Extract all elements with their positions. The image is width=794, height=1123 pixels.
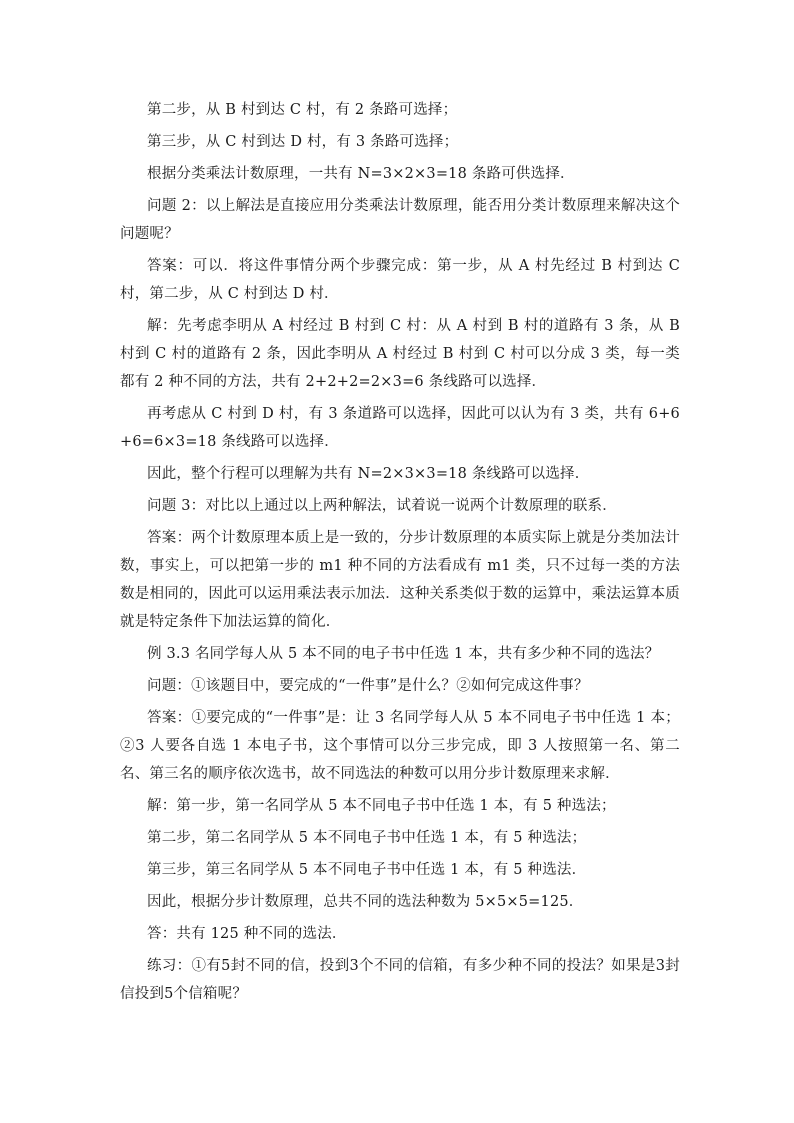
paragraph-example-conclusion: 答：共有 125 种不同的选法． (147, 926, 347, 942)
paragraph-step-three: 第三步，从 C 村到达 D 村，有 3 条路可选择； (147, 134, 459, 150)
paragraph-solution-c-to-d: 再考虑从 C 村到 D 村，有 3 条道路可以选择，因此可以认为有 3 类，共有 6+6+6=6×3=18 条线路可以选择． (120, 406, 680, 450)
paragraph-example-total: 因此，根据分步计数原理，总共不同的选法种数为 5×5×5=125． (147, 894, 584, 910)
paragraph-example-3: 例 3.3 名同学每人从 5 本不同的电子书中任选 1 本，共有多少种不同的选法？ (147, 646, 660, 662)
paragraph-example-question: 问题：①该题目中，要完成的“一件事”是什么？②如何完成这件事？ (147, 678, 589, 694)
paragraph-answer-2: 答案：可以．将这件事情分两个步骤完成：第一步，从 A 村先经过 B 村到达 C 村，第二步，从 C 村到达 D 村． (120, 258, 680, 302)
paragraph-question-3: 问题 3：对比以上通过以上两种解法，试着说一说两个计数原理的联系． (147, 498, 617, 514)
paragraph-question-2: 问题 2：以上解法是直接应用分类乘法计数原理，能否用分类计数原理来解决这个问题呢？ (120, 198, 680, 242)
paragraph-solution-a-to-c: 解：先考虑李明从 A 村经过 B 村到 C 村：从 A 村到 B 村的道路有 3 条，从 B 村到 C 村的道路有 2 条，因此李明从 A 村经过 B 村到 C 村可以分成 3 类，每一类都有 2 种不同的方法，共有 2+2+2=2×3=6 条线路可以选择． (120, 318, 680, 390)
document-page (120, 96, 680, 1012)
paragraph-solution-total: 因此，整个行程可以理解为共有 N=2×3×3=18 条线路可以选择． (147, 466, 590, 482)
paragraph-example-step-three: 第三步，第三名同学从 5 本不同电子书中任选 1 本，有 5 种选法． (147, 862, 587, 878)
paragraph-exercise: 练习：①有5封不同的信，投到3个不同的信箱，有多少种不同的投法？如果是3封信投到5个信箱呢？ (120, 958, 680, 1002)
paragraph-example-answer: 答案：①要完成的“一件事”是：让 3 名同学每人从 5 本不同电子书中任选 1 本；②3 人要各自选 1 本电子书，这个事情可以分三步完成，即 3 人按照第一名、第二名、第三名的顺序依次选书，故不同选法的种数可以用分步计数原理来求解． (120, 710, 680, 782)
paragraph-multiplication-result: 根据分类乘法计数原理，一共有 N=3×2×3=18 条路可供选择． (147, 166, 575, 182)
paragraph-step-two: 第二步，从 B 村到达 C 村，有 2 条路可选择； (147, 102, 458, 118)
paragraph-example-step-two: 第二步，第二名同学从 5 本不同电子书中任选 1 本，有 5 种选法； (147, 830, 587, 846)
paragraph-answer-3: 答案：两个计数原理本质上是一致的，分步计数原理的本质实际上就是分类加法计数，事实上，可以把第一步的 m1 种不同的方法看成有 m1 类，只不过每一类的方法数是相同的，因此可以运用乘法表示加法．这种关系类似于数的运算中，乘法运算本质就是特定条件下加法运算的简化． (120, 530, 680, 630)
paragraph-example-step-one: 解：第一步，第一名同学从 5 本不同电子书中任选 1 本，有 5 种选法； (147, 798, 616, 814)
